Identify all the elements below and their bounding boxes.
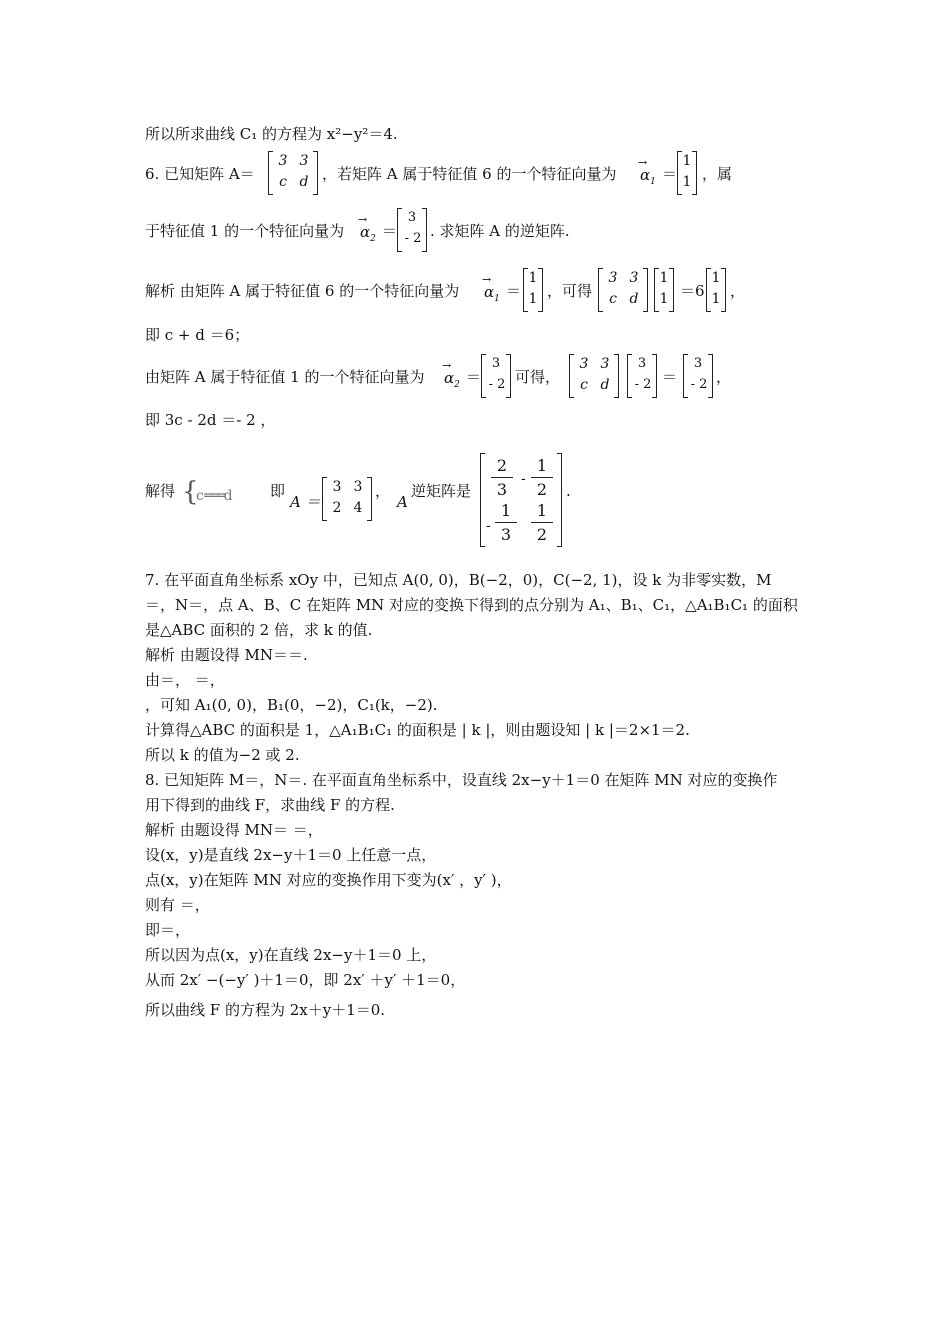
problem-6-text: ，若矩阵 A 属于特征值 6 的一个特征向量为	[322, 165, 617, 183]
matrix-cell: c	[609, 291, 617, 307]
problem-8-line: 从而 2x′ −(−y′ )＋1＝0，即 2x′ ＋y′ ＋1＝0，	[145, 971, 466, 989]
vector-cell: 1	[711, 270, 721, 286]
vector-1	[677, 151, 697, 195]
problem-8-line: 则有 ＝，	[145, 896, 210, 914]
vector-cell: - 2	[488, 377, 506, 392]
problem-7-line: 是△ABC 面积的 2 倍，求 k 的值.	[145, 621, 373, 639]
equals-sign: ＝	[662, 165, 678, 183]
problem-6-text: 于特征值 1 的一个特征向量为	[145, 222, 345, 240]
text-line: 所以所求曲线 C₁ 的方程为 x²−y²＝4.	[145, 125, 398, 143]
vector-cell: - 2	[690, 377, 708, 392]
problem-8-line: 设(x，y)是直线 2x−y＋1＝0 上任意一点，	[145, 846, 437, 864]
problem-7-line: 所以 k 的值为−2 或 2.	[145, 746, 300, 764]
solve-text: 逆矩阵是	[411, 482, 472, 500]
solution-text: 解析 由矩阵 A 属于特征值 6 的一个特征向量为	[145, 282, 460, 300]
vector-cell: 1	[659, 291, 669, 307]
vector-cell: 3	[693, 356, 703, 371]
matrix-cell: 3	[353, 479, 363, 495]
vector-alpha2-icon: → $\alpha_2$	[358, 213, 376, 244]
solution-text: ，	[730, 282, 746, 300]
problem-8-line: 8. 已知矩阵 M＝，N＝. 在平面直角坐标系中，设直线 2x−y＋1＝0 在矩阵 MN 对应的变换作	[145, 771, 778, 789]
solution-text: ＝6	[680, 282, 705, 300]
problem-6-text: ，属	[702, 165, 733, 183]
vector-cell: 3	[491, 356, 501, 371]
vector-1	[654, 268, 674, 312]
equation-1: 即 c + d ＝6；	[145, 326, 250, 344]
solution-text: 由矩阵 A 属于特征值 1 的一个特征向量为	[145, 368, 425, 386]
vector-2	[627, 354, 657, 398]
fraction-entry: 2 3	[491, 456, 513, 499]
problem-8-line: 点(x，y)在矩阵 MN 对应的变换作用下变为(x′ ，y′ )，	[145, 871, 512, 889]
solve-text: .	[566, 482, 571, 500]
matrix-cell: 3	[278, 153, 288, 169]
matrix-cell: 3	[332, 479, 342, 495]
vector-2	[481, 354, 511, 398]
matrix-cell: 2	[332, 500, 342, 516]
matrix-A	[268, 151, 318, 195]
equals-sign: ＝	[382, 222, 398, 240]
matrix-cell: d	[600, 377, 610, 393]
matrix-cell: d	[299, 174, 309, 190]
solve-text: A ＝	[290, 493, 321, 511]
fraction-entry: 1 2	[531, 501, 553, 544]
solve-text: ，	[375, 482, 391, 500]
vector-alpha1-icon: → $\alpha_1$	[482, 273, 500, 304]
problem-7-line: ＝，N＝，点 A、B、C 在矩阵 MN 对应的变换下得到的点分别为 A₁、B₁、C₁，△A₁B₁C₁ 的面积	[145, 596, 798, 614]
problem-7-line: 由＝， ＝，	[145, 671, 225, 689]
vector-cell: 1	[682, 153, 692, 169]
equals-sign: ＝	[506, 282, 522, 300]
vector-1	[706, 268, 726, 312]
problem-7-line: 7. 在平面直角坐标系 xOy 中，已知点 A(0, 0)，B(−2，0)，C(−2, 1)，设 k 为非零实数，M	[145, 571, 772, 589]
matrix-cell: 3	[600, 356, 610, 372]
vector-cell: 1	[659, 270, 669, 286]
matrix-A	[598, 268, 648, 312]
vector-alpha2-icon: → $\alpha_2$	[442, 359, 460, 390]
brace-icon: {	[182, 477, 199, 507]
problem-7-line: ，可知 A₁(0, 0)，B₁(0，−2)，C₁(k，−2).	[145, 696, 438, 714]
matrix-cell: 3	[629, 270, 639, 286]
problem-8-line: 所以曲线 F 的方程为 2x＋y＋1＝0.	[145, 1001, 386, 1019]
problem-8-line: 即＝，	[145, 921, 191, 939]
system-equations-icon: c ═══d	[196, 488, 231, 504]
matrix-cell: 3	[608, 270, 618, 286]
problem-6-text: . 求矩阵 A 的逆矩阵.	[430, 222, 570, 240]
problem-8-line: 用下得到的曲线 F，求曲线 F 的方程.	[145, 796, 395, 814]
solve-text: A	[397, 493, 408, 511]
problem-7-line: 解析 由题设得 MN＝＝.	[145, 646, 308, 664]
matrix-cell: 3	[579, 356, 589, 372]
minus-sign: -	[486, 518, 491, 534]
vector-cell: 1	[528, 270, 538, 286]
vector-cell: 3	[637, 356, 647, 371]
vector-cell: 3	[407, 210, 417, 225]
problem-7-line: 计算得△ABC 的面积是 1，△A₁B₁C₁ 的面积是 | k |，则由题设知 | k |＝2×1＝2.	[145, 721, 690, 739]
vector-cell: - 2	[634, 377, 652, 392]
matrix-cell: d	[629, 291, 639, 307]
solve-text: 即	[270, 482, 286, 500]
equals-sign: ＝	[662, 368, 678, 386]
vector-alpha1-icon: → $\alpha_1$	[638, 156, 656, 187]
vector-cell: - 2	[404, 231, 422, 246]
solution-text: ，	[716, 368, 732, 386]
vector-cell: 1	[528, 291, 538, 307]
fraction-entry: 1 3	[495, 501, 517, 544]
solution-text: ，可得	[547, 282, 593, 300]
problem-8-line: 所以因为点(x，y)在直线 2x−y＋1＝0 上，	[145, 946, 437, 964]
matrix-A	[569, 354, 619, 398]
vector-cell: 1	[711, 291, 721, 307]
matrix-cell: c	[580, 377, 588, 393]
equation-2: 即 3c - 2d ＝- 2 ，	[145, 411, 276, 429]
minus-sign: -	[521, 471, 526, 487]
fraction-entry: 1 2	[531, 456, 553, 499]
matrix-cell: 4	[353, 500, 363, 516]
matrix-inverse	[480, 453, 562, 547]
matrix-A-result	[322, 477, 372, 521]
vector-2	[397, 208, 427, 252]
vector-cell: 1	[682, 174, 692, 190]
matrix-cell: c	[279, 174, 287, 190]
vector-2	[683, 354, 713, 398]
vector-1	[523, 268, 543, 312]
matrix-cell: 3	[299, 153, 309, 169]
equals-sign: ＝	[466, 368, 482, 386]
problem-8-line: 解析 由题设得 MN＝ ＝，	[145, 821, 323, 839]
problem-6-prefix: 6. 已知矩阵 A＝	[145, 165, 255, 183]
solve-label: 解得	[145, 482, 176, 500]
solution-text: 可得，	[515, 368, 561, 386]
